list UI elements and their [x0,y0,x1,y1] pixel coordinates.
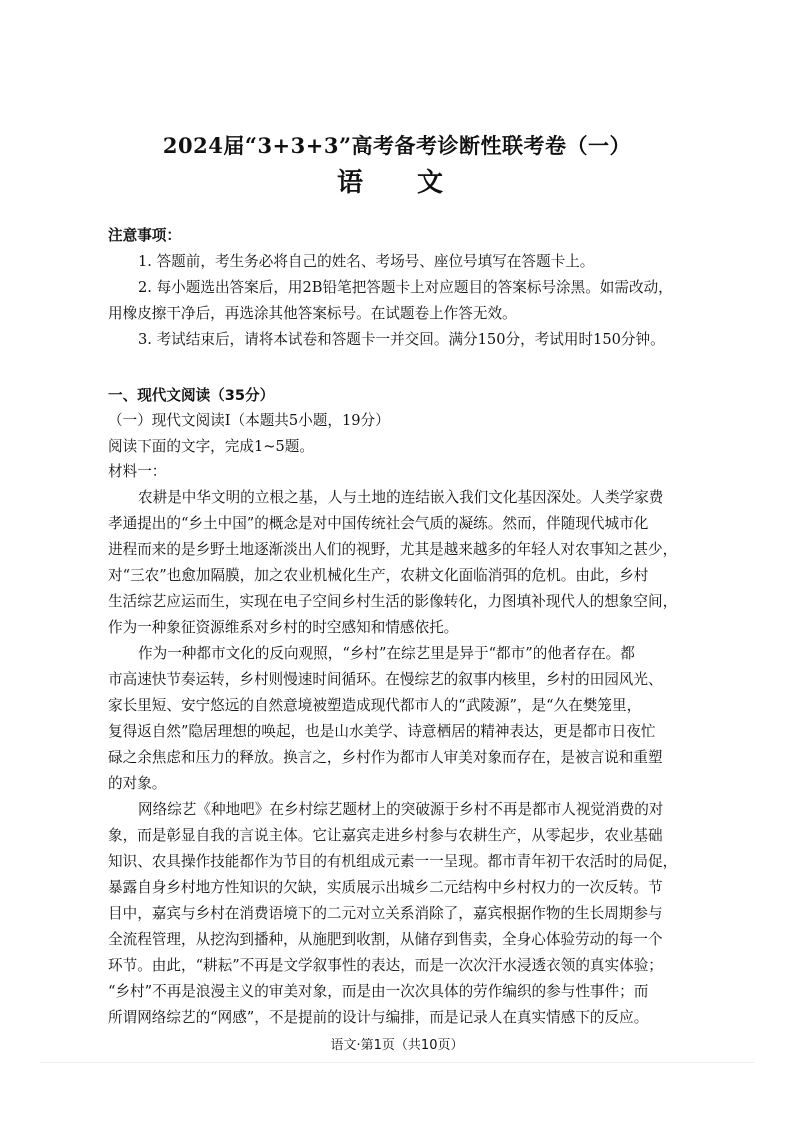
notice-heading: 注意事项： [108,227,181,244]
paragraph-line: 进程而来的是乡野土地逐渐淡出人们的视野，尤其是越来越多的年轻人对农事知之甚少， [108,541,678,558]
notice-item-1: 1. 答题前，考生务必将自己的姓名、考场号、座位号填写在答题卡上。 [138,253,595,270]
paragraph-line: 复得返自然”隐居理想的唤起，也是山水美学、诗意栖居的精神表达，更是都市日夜忙 [108,723,656,740]
paragraph-line: “乡村”不再是浪漫主义的审美对象，而是由一次次具体的劳作编织的参与性事件；而 [108,983,649,1000]
paragraph-line: 环节。由此，“耕耘”不再是文学叙事性的表达，而是一次次汗水浸透衣领的真实体验； [108,957,663,974]
paragraph-line: 生活综艺应运而生，实现在电子空间乡村生活的影像转化，力图填补现代人的想象空间， [108,593,678,610]
notice-item-2: 2. 每小题选出答案后，用2B铅笔把答题卡上对应题目的答案标号涂黑。如需改动， [138,279,673,296]
paragraph-line: 全流程管理，从挖沟到播种，从施肥到收割，从储存到售卖，全身心体验劳动的每一个 [108,931,663,948]
paragraph-line: 知识、农具操作技能都作为节目的有机组成元素一一呈现。都市青年初干农活时的局促， [108,853,678,870]
paragraph-line: 网络综艺《种地吧》在乡村综艺题材上的突破源于乡村不再是都市人视觉消费的对 [138,801,664,818]
paragraph-line: 家长里短、安宁悠远的自然意境被塑造成现代都市人的“武陵源”，是“久在樊笼里， [108,697,642,714]
paragraph-line: 的对象。 [108,775,167,792]
paragraph-line: 市高速快节奏运转，乡村则慢速时间循环。在慢综艺的叙事内核里，乡村的田园风光、 [108,671,663,688]
paragraph-line: 目中，嘉宾与乡村在消费语境下的二元对立关系消除了，嘉宾根据作物的生长周期参与 [108,905,663,922]
subsection-heading: （一）现代文阅读Ⅰ（本题共5小题，19分） [108,412,390,429]
paragraph-line: 作为一种象征资源维系对乡村的时空感知和情感依托。 [108,619,459,636]
material-label: 材料一： [108,463,167,480]
paragraph-line: 作为一种都市文化的反向观照，“乡村”在综艺里是异于“都市”的他者存在。都 [138,645,635,662]
scan-divider [40,1062,754,1063]
page-footer: 语文·第1页（共10页） [330,1038,464,1053]
paragraph-line: 碌之余焦虑和压力的释放。换言之，乡村作为都市人审美对象而存在，是被言说和重塑 [108,749,663,766]
paragraph-line: 象，而是彰显自我的言说主体。它让嘉宾走进乡村参与农耕生产，从零起步，农业基础 [108,827,663,844]
instruction-text: 阅读下面的文字，完成1~5题。 [108,438,314,455]
notice-item-3: 3. 考试结束后，请将本试卷和答题卡一并交回。满分150分，考试用时150分钟。 [138,331,665,348]
subject-title: 语 文 [336,168,457,198]
paragraph-line: 暴露自身乡村地方性知识的欠缺，实质展示出城乡二元结构中乡村权力的一次反转。节 [108,879,663,896]
notice-item-2-cont: 用橡皮擦干净后，再选涂其他答案标号。在试题卷上作答无效。 [108,305,517,322]
paragraph-line: 所谓网络综艺的“网感”，不是提前的设计与编排，而是记录人在真实情感下的反应。 [108,1009,649,1026]
paragraph-line: 农耕是中华文明的立根之基，人与土地的连结嵌入我们文化基因深处。人类学家费 [138,489,664,506]
paragraph-line: 孝通提出的“乡土中国”的概念是对中国传统社会气质的凝练。然而，伴随现代城市化 [108,515,649,532]
paragraph-line: 对“三农”也愈加隔膜，加之农业机械化生产，农耕文化面临消弭的危机。由此，乡村 [108,567,649,584]
section-heading: 一、现代文阅读（35分） [108,387,275,404]
exam-title: 2024届“3+3+3”高考备考诊断性联考卷（一） [162,133,632,158]
